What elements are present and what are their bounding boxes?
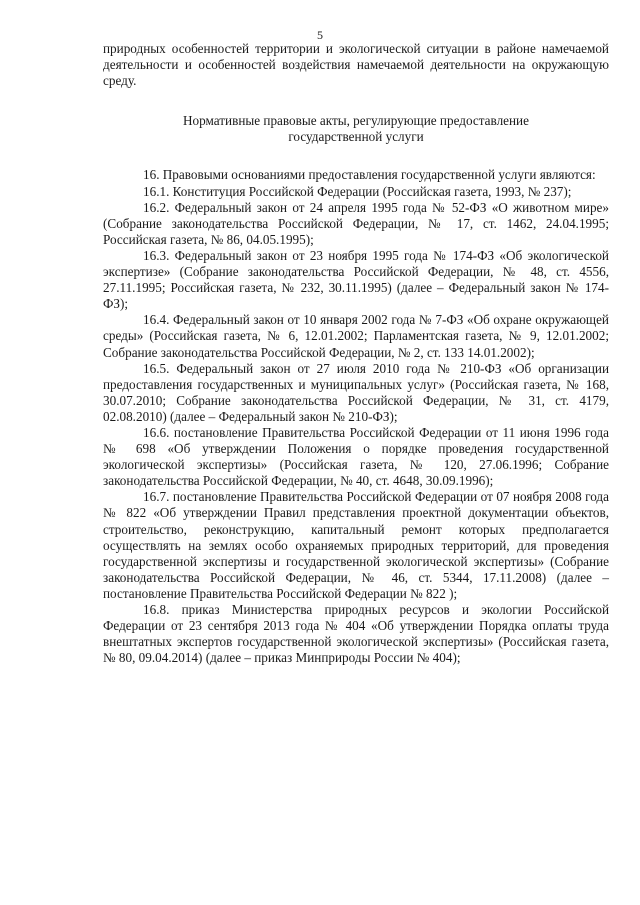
- section-heading-line-1: Нормативные правовые акты, регулирующие предоставление: [183, 113, 529, 129]
- paragraph-16-8: 16.8. приказ Министерства природных ресурсов и экологии Российской Федерации от 23 сентября 2013 года № 404 «Об утверждении Порядка оплаты труда внештатных экспертов государственной экологической экспертизы» (Российская газета, № 80, 09.04.2014) (далее – приказ Минприроды России № 404);: [103, 602, 609, 666]
- paragraph-16-1: 16.1. Конституция Российской Федерации (Российская газета, 1993, № 237);: [143, 183, 572, 199]
- page-number: 5: [317, 28, 323, 42]
- document-body: [103, 41, 609, 666]
- paragraph-16-4: 16.4. Федеральный закон от 10 января 2002 года № 7-ФЗ «Об охране окружающей среды» (Российская газета, № 6, 12.01.2002; Парламентская газета, № 9, 12.01.2002; Собрание законодательства Российской Федерации, № 2, ст. 133 14.01.2002);: [103, 312, 609, 360]
- section-heading-line-2: государственной услуги: [288, 129, 424, 145]
- paragraph-16-7: 16.7. постановление Правительства Российской Федерации от 07 ноября 2008 года № 822 «Об утверждении Правил представления проектной документации объектов, строительство, реконструкцию, капитальный ремонт которых предполагается осуществлять на землях особо охраняемых природных территорий, для проведения государственной экспертизы и государственной экологической экспертизы» (Собрание законодательства Российской Федерации, № 46, ст. 5344, 17.11.2008) (далее – постановление Правительства Российской Федерации № 822 );: [103, 489, 609, 601]
- intro-paragraph: природных особенностей территории и экологической ситуации в районе намечаемой деятельности и особенностей воздействия намечаемой деятельности на окружающую среду.: [103, 41, 609, 89]
- paragraph-16-6: 16.6. постановление Правительства Российской Федерации от 11 июня 1996 года № 698 «Об утверждении Положения о порядке проведения государственной экологической экспертизы» (Российская газета, № 120, 27.06.1996; Собрание законодательства Российской Федерации, № 40, ст. 4648, 30.09.1996);: [103, 424, 609, 489]
- paragraph-16-2: 16.2. Федеральный закон от 24 апреля 1995 года № 52-ФЗ «О животном мире» (Собрание законодательства Российской Федерации, № 17, ст. 1462, 24.04.1995; Российская газета, № 86, 04.05.1995);: [103, 199, 609, 247]
- paragraph-16-3: 16.3. Федеральный закон от 23 ноября 1995 года № 174-ФЗ «Об экологической экспертизе» (Собрание законодательства Российской Федерации, № 48, ст. 4556, 27.11.1995; Российская газета, № 232, 30.11.1995) (далее – Федеральный закон № 174-ФЗ);: [103, 247, 609, 312]
- paragraph-16: 16. Правовыми основаниями предоставления государственной услуги являются:: [143, 167, 596, 183]
- paragraph-16-5: 16.5. Федеральный закон от 27 июля 2010 года № 210-ФЗ «Об организации предоставления государственных и муниципальных услуг» (Российская газета, № 168, 30.07.2010; Собрание законодательства Российской Федерации, № 31, ст. 4179, 02.08.2010) (далее – Федеральный закон № 210-ФЗ);: [103, 360, 609, 424]
- section-heading: [103, 113, 609, 145]
